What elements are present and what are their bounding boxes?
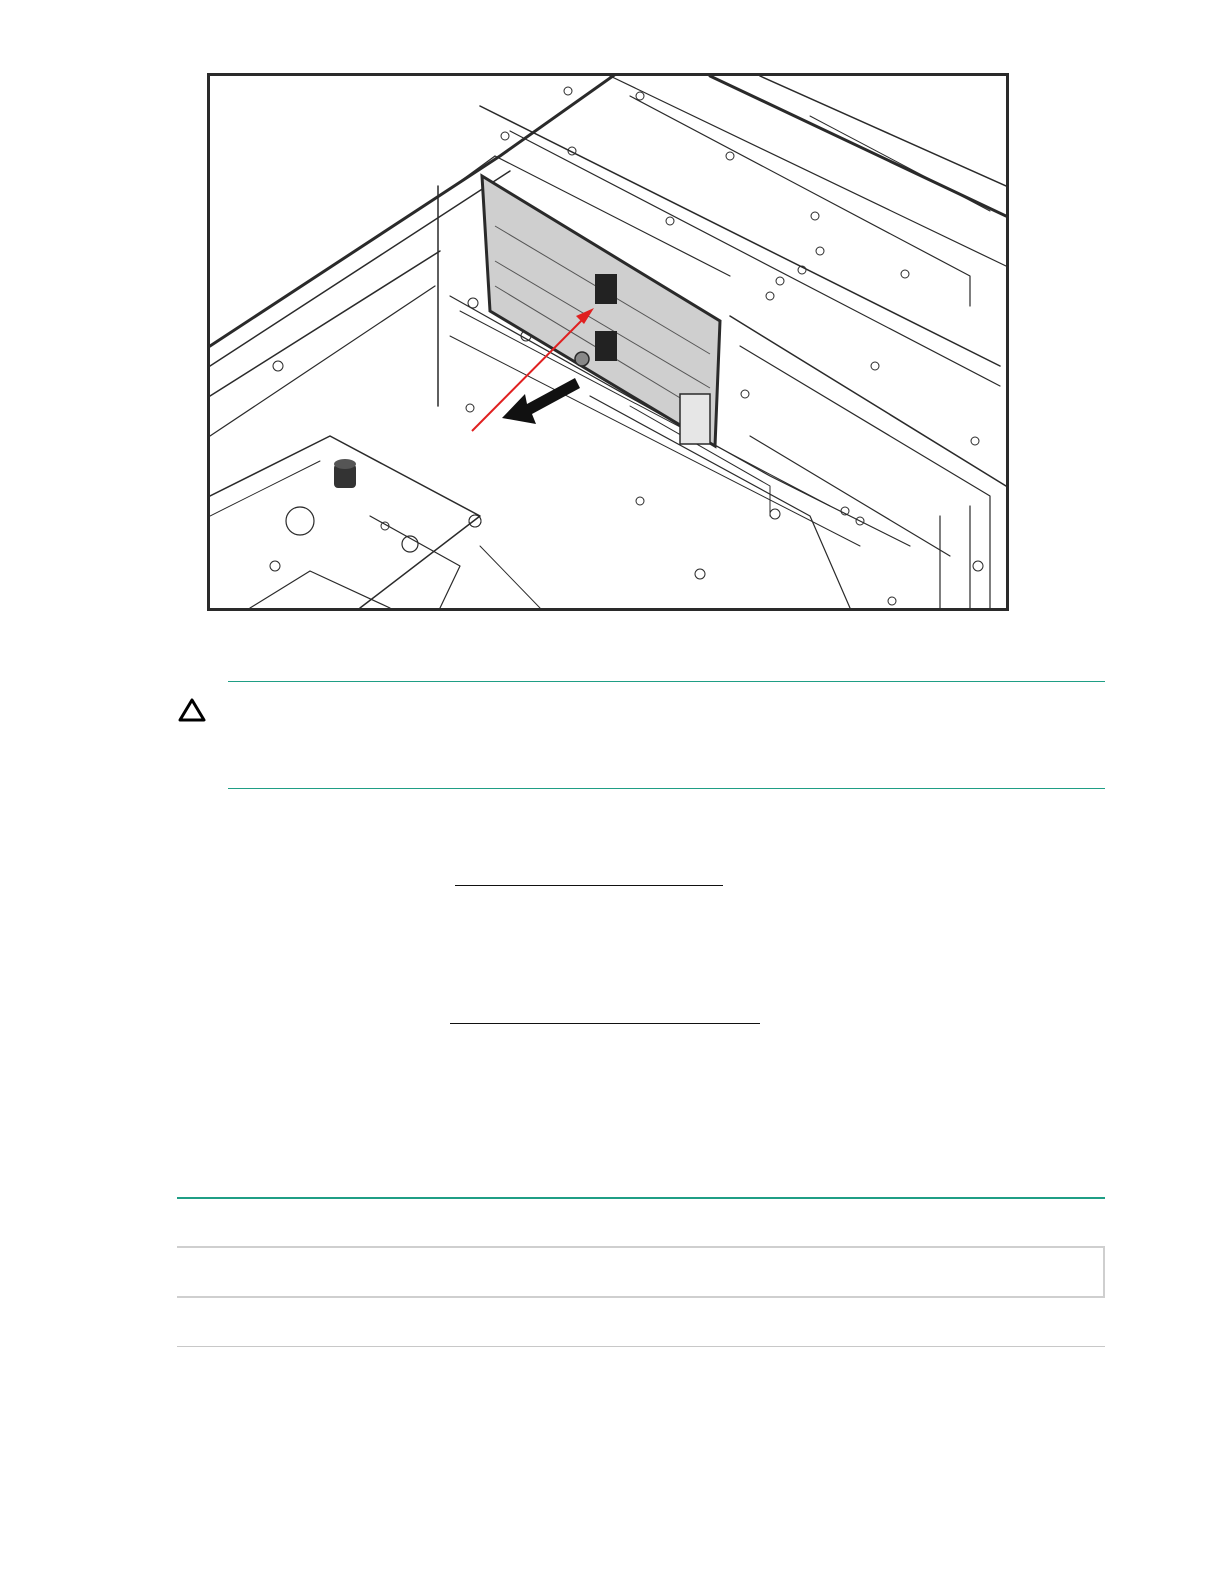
link-underline[interactable]: [455, 885, 723, 886]
table-header-row: [177, 1246, 1105, 1298]
caution-top-rule: [228, 681, 1105, 682]
removal-arrow-icon: [502, 378, 580, 424]
link-underline[interactable]: [450, 1023, 760, 1024]
caution-bottom-rule: [228, 788, 1105, 789]
table-bottom-rule: [177, 1346, 1105, 1347]
thumbscrew: [334, 459, 356, 488]
chassis-illustration: [210, 76, 1006, 608]
section-divider: [177, 1197, 1105, 1199]
caution-triangle-icon: [177, 697, 207, 723]
removal-illustration: [207, 73, 1009, 611]
